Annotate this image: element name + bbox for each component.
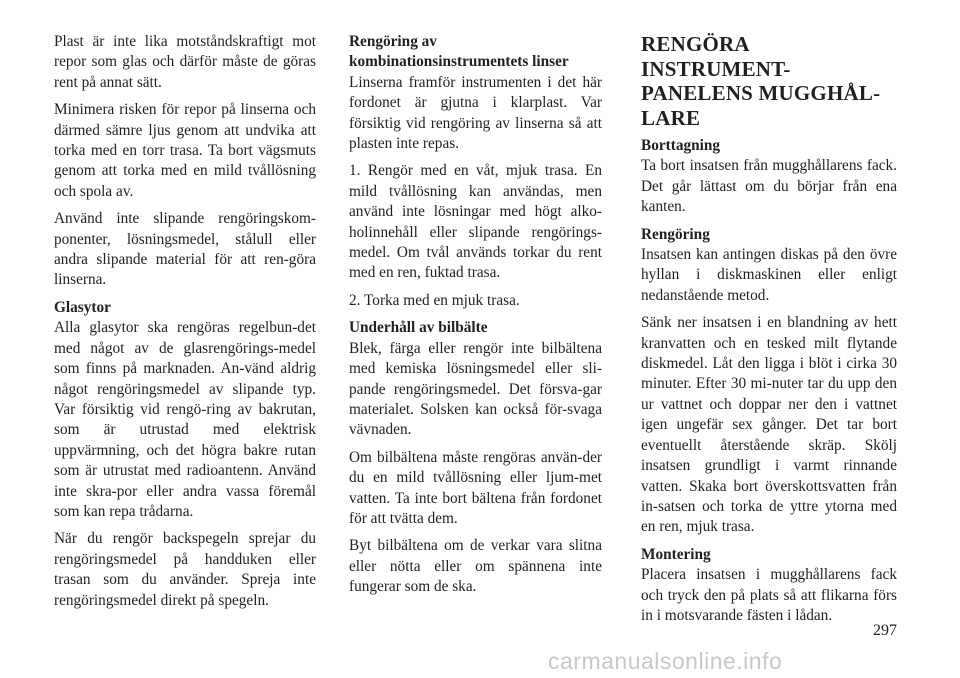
- section-heading: Borttagning: [641, 137, 721, 154]
- section-text: Ta bort insatsen från mugghållarens fack. Det går lättast om du börjar från ena kanten.: [641, 157, 897, 216]
- section-heading: Rengöring av kombinationsinstrumentets linser: [349, 33, 569, 71]
- section-removal: [641, 136, 897, 218]
- section-glass: [54, 298, 316, 522]
- column-right: [641, 32, 897, 633]
- column-middle: [349, 32, 602, 605]
- page-section-title: RENGÖRA INSTRUMENT-PANELENS MUGGHÅL-LARE: [641, 32, 881, 130]
- section-text: Blek, färga eller rengör inte bilbältena med kemiska lösningsmedel eller sli-pande rengöringsmedel. Det försva-gar materialet. Solsken kan också för-svaga vävnaden.: [349, 339, 602, 439]
- section-text: Insatsen kan antingen diskas på den övre hyllan i diskmaskinen eller enligt nedanstående metod.: [641, 246, 897, 304]
- paragraph: Byt bilbältena om de verkar vara slitna eller nötta eller om spännena inte fungerar som de ska.: [349, 537, 602, 596]
- section-seatbelt: [349, 318, 602, 440]
- section-heading: Glasytor: [54, 298, 111, 316]
- paragraph: Sänk ner insatsen i en blandning av hett kranvatten och en tesked milt flytande diskmedel. Låt den ligga i blöt i cirka 30 minuter. Efter 30 mi-nuter tar du upp den ur vattnet och doppar ner den i vattnet igen ungefär sex gånger. Det tar bort eventuellt återstående skräp. Skölj insatsen grundligt i varmt rinnande vatten. Skaka bort överskottsvatten från in-satsen och torka de yttre ytorna med en ren, mjuk trasa.: [641, 314, 897, 536]
- paragraph: Använd inte slipande rengöringskom-ponenter, lösningsmedel, stålull eller andra slipande material för att ren-göra linserna.: [54, 210, 316, 289]
- paragraph: Om bilbältena måste rengöras använ-der du en mild tvållösning eller ljum-met vatten. Ta inte bort bältena från fordonet för att tvätta dem.: [349, 448, 602, 527]
- section-text: Linserna framför instrumenten i det här fordonet är gjutna i klarplast. Var försiktig vid rengöring av linserna så att plasten inte repas.: [349, 73, 602, 153]
- paragraph: När du rengör backspegeln sprejar du rengöringsmedel på handduken eller trasan som du använder. Spreja inte rengöringsmedel direkt på spegeln.: [54, 530, 316, 609]
- section-heading: Underhåll av bilbälte: [349, 319, 488, 337]
- step-2: 2. Torka med en mjuk trasa.: [349, 291, 520, 309]
- section-heading: Montering: [641, 545, 711, 563]
- section-mounting: [641, 545, 897, 627]
- page-number: 297: [873, 622, 897, 639]
- section-text: Alla glasytor ska rengöras regelbun-det med något av de glasrengörings-medel som finns på marknaden. An-vänd aldrig något rengöringsmedel av slipande typ. Var försiktig vid rengö-ring av bakrutan, som är utrustad med elektrisk uppvärmning, och det högra bakre rutan som är utrustat med radioantenn. Använd inte skra-por eller andra vassa föremål som kan repa trådarna.: [54, 319, 316, 520]
- section-heading: Rengöring: [641, 225, 710, 243]
- watermark: carmanualsonline.info: [548, 648, 783, 674]
- paragraph: Plast är inte lika motståndskraftigt mot repor som glas och därför måste de göras rent på annat sätt.: [54, 33, 316, 91]
- section-cleaning: [641, 225, 897, 307]
- column-left: [54, 32, 316, 618]
- paragraph: Minimera risken för repor på linserna och därmed sämre ljus genom att undvika att torka med en torr trasa. Ta bort vägsmuts genom att torka med en mild tvållösning och spola av.: [54, 101, 316, 200]
- section-lens: [349, 32, 602, 154]
- section-text: Placera insatsen i mugghållarens fack och tryck den på plats så att flikarna förs in i motsvarande fästen i lådan.: [641, 566, 897, 624]
- step-1: 1. Rengör med en våt, mjuk trasa. En mild tvållösning kan användas, men använd inte lösningar med högt alko-holinnehåll eller slipande rengörings-medel. Om tvål används torkar du rent med en ren, fuktad trasa.: [349, 162, 602, 282]
